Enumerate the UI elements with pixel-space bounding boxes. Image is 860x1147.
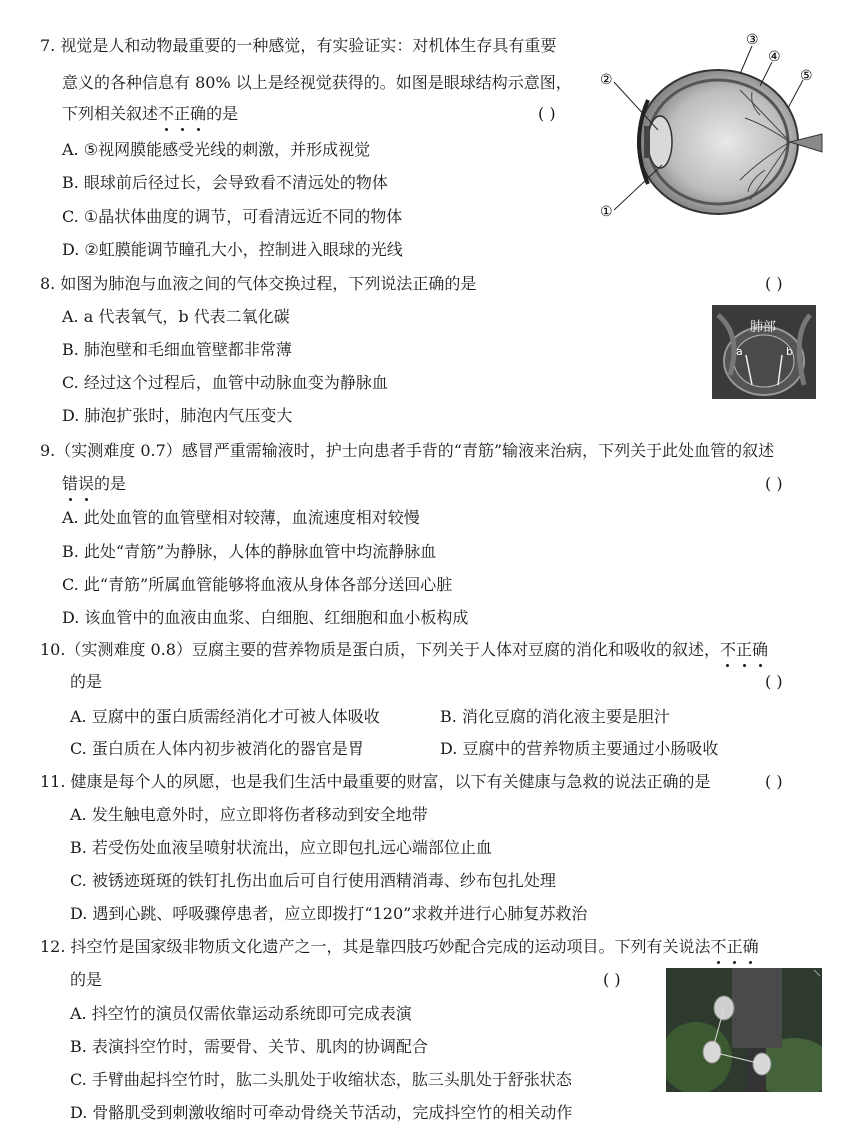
q12-emphasis-char: 确 [742, 937, 759, 956]
label-2: ② [600, 72, 613, 88]
q11-answer-paren[interactable]: ( ) [765, 772, 783, 791]
q12-option-c: C. 手臂曲起抖空竹时，肱二头肌处于收缩状态，肱三头肌处于舒张状态 [70, 1070, 572, 1089]
q8-option-b: B. 肺泡壁和毛细血管壁都非常薄 [62, 340, 292, 359]
q7-stem-line3 [62, 104, 238, 124]
q7-stem-line1: 7. 视觉是人和动物最重要的一种感觉，有实验证实：对机体生存具有重要 [40, 36, 557, 55]
q8-option-d: D. 肺泡扩张时，肺泡内气压变大 [62, 406, 293, 425]
q7-option-c: C. ①晶状体曲度的调节，可看清远近不同的物体 [62, 207, 403, 226]
q12-stem-text: 12. 抖空竹是国家级非物质文化遗产之一，其是靠四肢巧妙配合完成的运动项目。下列有关说法 [40, 937, 711, 956]
q9-option-a: A. 此处血管的血管壁相对较薄，血流速度相对较慢 [62, 508, 420, 527]
q7-stem-tail: 的是 [206, 104, 239, 123]
q7-emphasis-char: 正 [174, 104, 191, 123]
q11-option-b: B. 若受伤处血液呈喷射状流出，应立即包扎远心端部位止血 [70, 838, 492, 857]
q7-emphasis-char: 确 [190, 104, 207, 123]
q9-option-c: C. 此“青筋”所属血管能够将血液从身体各部分送回心脏 [62, 575, 453, 594]
q11-option-c: C. 被锈迹斑斑的铁钉扎伤出血后可自行使用酒精消毒、纱布包扎处理 [70, 871, 556, 890]
q9-emphasis-char: 错 [62, 474, 79, 493]
q9-stem-line2 [62, 474, 126, 494]
q7-answer-paren[interactable]: ( ) [538, 104, 556, 123]
label-4: ④ [768, 49, 781, 65]
q8-option-a: A. a 代表氧气，b 代表二氧化碳 [62, 307, 290, 326]
q9-stem-line1: 9.（实测难度 0.7）感冒严重需输液时，护士向患者手背的“青筋”输液来治病，下列关于此处血管的叙述 [40, 441, 775, 460]
q10-option-a: A. 豆腐中的蛋白质需经消化才可被人体吸收 [70, 707, 380, 726]
q12-option-b: B. 表演抖空竹时，需要骨、关节、肌肉的协调配合 [70, 1037, 428, 1056]
q12-stem-line1 [40, 937, 759, 957]
q7-option-d: D. ②虹膜能调节瞳孔大小，控制进入眼球的光线 [62, 240, 403, 259]
q7-option-b: B. 眼球前后径过长，会导致看不清远处的物体 [62, 173, 388, 192]
q10-stem-line2: 的是 [70, 672, 103, 691]
q12-option-d: D. 骨骼肌受到刺激收缩时可牵动骨绕关节活动，完成抖空竹的相关动作 [70, 1103, 573, 1122]
q10-stem-line1 [40, 640, 768, 660]
diabolo-photo-icon [666, 968, 822, 1092]
q8-stem: 8. 如图为肺泡与血液之间的气体交换过程，下列说法正确的是 [40, 274, 477, 293]
q9-stem-tail: 的是 [94, 474, 127, 493]
q10-emphasis-char: 正 [736, 640, 753, 659]
q9-option-d: D. 该血管中的血液由血浆、白细胞、红细胞和血小板构成 [62, 608, 469, 627]
arrow-a-label: a [736, 345, 743, 358]
q10-stem-text: 10.（实测难度 0.8）豆腐主要的营养物质是蛋白质，下列关于人体对豆腐的消化和吸收的叙述， [40, 640, 720, 659]
q7-option-a: A. ⑤视网膜能感受光线的刺激，并形成视觉 [62, 140, 371, 159]
q11-option-d: D. 遇到心跳、呼吸骤停患者，应立即拨打“120”求救并进行心肺复苏救治 [70, 904, 588, 923]
q11-stem: 11. 健康是每个人的夙愿，也是我们生活中最重要的财富，以下有关健康与急救的说法正确的是 [40, 772, 711, 791]
q12-option-a: A. 抖空竹的演员仅需依靠运动系统即可完成表演 [70, 1004, 412, 1023]
q10-emphasis-char: 确 [752, 640, 769, 659]
q12-stem-line2: 的是 [70, 970, 103, 989]
q11-option-a: A. 发生触电意外时，应立即将伤者移动到安全地带 [70, 805, 428, 824]
q7-emphasis-char: 不 [158, 104, 175, 123]
q12-emphasis-char: 正 [726, 937, 743, 956]
eyeball-diagram-icon [600, 30, 830, 230]
q10-emphasis-char: 不 [719, 640, 736, 659]
alveolus-label: 肺部 [750, 320, 777, 335]
label-1: ① [600, 204, 613, 220]
label-3: ③ [746, 32, 759, 48]
q10-option-c: C. 蛋白质在人体内初步被消化的器官是胃 [70, 739, 364, 758]
q8-option-c: C. 经过这个过程后，血管中动脉血变为静脉血 [62, 373, 388, 392]
q9-emphasis-char: 误 [78, 474, 95, 493]
q10-answer-paren[interactable]: ( ) [765, 672, 783, 691]
q10-option-b: B. 消化豆腐的消化液主要是胆汁 [440, 707, 670, 726]
q8-answer-paren[interactable]: ( ) [765, 274, 783, 293]
q9-option-b: B. 此处“青筋”为静脉，人体的静脉血管中均流静脉血 [62, 542, 437, 561]
q12-answer-paren[interactable]: ( ) [603, 970, 621, 989]
label-5: ⑤ [800, 68, 813, 84]
q7-stem-line2: 意义的各种信息有 80% 以上是经视觉获得的。如图是眼球结构示意图， [62, 73, 572, 92]
arrow-b-label: b [786, 345, 793, 358]
alveolus-photo-icon [712, 305, 816, 399]
q9-answer-paren[interactable]: ( ) [765, 474, 783, 493]
q12-emphasis-char: 不 [710, 937, 727, 956]
q7-stem-text: 下列相关叙述 [62, 104, 159, 123]
q10-option-d: D. 豆腐中的营养物质主要通过小肠吸收 [440, 739, 719, 758]
